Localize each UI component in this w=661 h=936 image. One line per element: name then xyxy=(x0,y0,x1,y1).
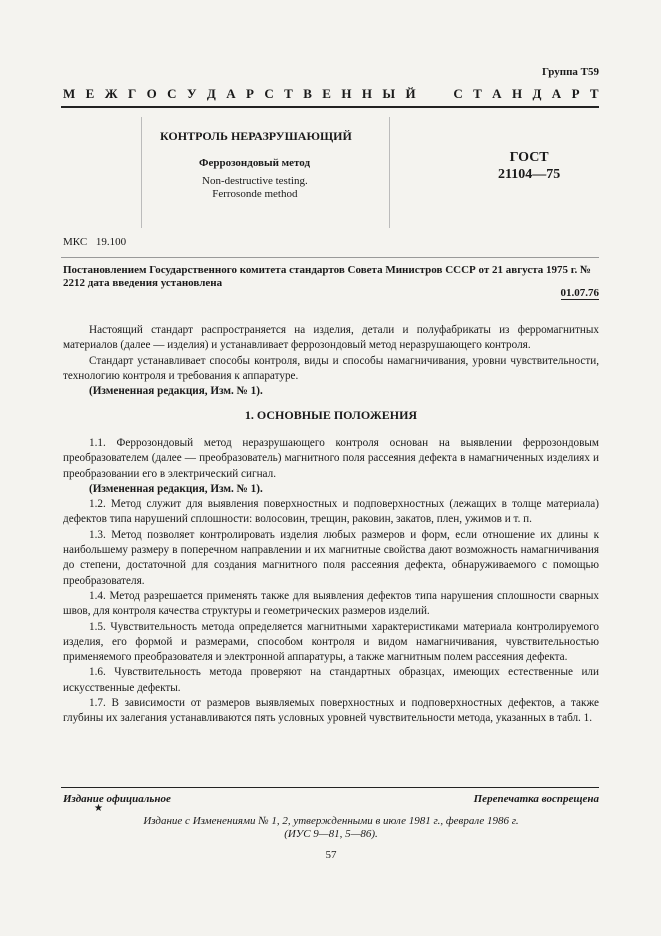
paragraph: 1.7. В зависимости от размеров выявляемых поверхностных и подповерхностных дефектов, а также глубины их залегания устанавливаются пять условных уровней чувствительности метода, указанных в табл. 1. xyxy=(63,697,599,725)
heading-letter: Н xyxy=(361,86,372,101)
title-frame-right xyxy=(389,117,390,228)
heading-letter: Р xyxy=(571,86,580,101)
paragraph: 1.1. Феррозондовый метод неразрушающего контроля основан на выявлении феррозондовым преобразователем (далее — преобразователь) магнитного поля рассеяния дефекта в намагниченных изделиях и преобразовании его в электрический сигнал. xyxy=(63,437,599,480)
section-heading: 1. ОСНОВНЫЕ ПОЛОЖЕНИЯ xyxy=(244,408,418,422)
heading-letter: А xyxy=(551,86,562,101)
resolution-divider xyxy=(61,257,599,258)
changes-note xyxy=(63,815,599,841)
heading-letter: С xyxy=(453,86,463,101)
heading-letter: Н xyxy=(341,86,352,101)
english-title-line1: Non-destructive testing. xyxy=(202,175,308,187)
heading-letter: Н xyxy=(511,86,523,101)
paragraph: (Измененная редакция, Изм. № 1). xyxy=(89,482,263,495)
heading-letter: Т xyxy=(284,86,293,101)
english-title-line2: Ferrosonde method xyxy=(212,188,298,200)
heading-letter: Е xyxy=(322,86,331,101)
heading-letter: А xyxy=(226,86,236,101)
heading-letter: О xyxy=(146,86,157,101)
reprint-notice: Перепечатка воспрещена xyxy=(473,793,599,805)
gost-number: 21104—75 xyxy=(498,167,561,182)
document-title: КОНТРОЛЬ НЕРАЗРУШАЮЩИЙ xyxy=(160,129,352,143)
paragraph: (Измененная редакция, Изм. № 1). xyxy=(89,385,263,398)
heading-letter: С xyxy=(264,86,274,101)
paragraph: Стандарт устанавливает способы контроля, виды и способы намагничивания, уровни чувствительности, технологию контроля и требования к аппаратуре. xyxy=(63,354,599,382)
paragraph: Настоящий стандарт распространяется на изделия, детали и полуфабрикаты из ферромагнитных материалов (далее — изделия) и устанавливает феррозондовый метод неразрушающего контроля. xyxy=(63,324,599,352)
standard-type-heading xyxy=(63,86,599,102)
document-subtitle: Феррозондовый метод xyxy=(199,157,311,169)
paragraph: 1.6. Чувствительность метода проверяют на стандартных образцах, имеющих естественные или искусственные дефекты. xyxy=(63,666,599,694)
changes-line2: (ИУС 9—81, 5—86). xyxy=(284,828,378,840)
heading-letter: А xyxy=(492,86,502,101)
title-frame-left xyxy=(141,117,142,228)
effective-date: 01.07.76 xyxy=(560,287,599,299)
paragraph: 1.5. Чувствительность метода определяется магнитными характеристиками материала контролируемого изделия, его формой и размерами, способом контроля и видом намагничивания, чувствительностью применяемого преобразователя и электронной аппаратуры, а также магнитным полем рассеяния дефекта. xyxy=(63,620,599,664)
heading-letter: Д xyxy=(206,86,216,101)
official-edition: Издание официальное xyxy=(63,793,171,805)
heading-letter: Ы xyxy=(382,86,396,101)
paragraph: 1.2. Метод служит для выявления поверхностных и подповерхностных (лежащих в толще материала) дефектов типа нарушений сплошности: волосовин, трещин, раковин, закатов, плен, ужимов и т. п. xyxy=(63,498,599,526)
heading-letter: Е xyxy=(85,86,95,101)
heading-letter: Р xyxy=(246,86,254,101)
gost-label: ГОСТ xyxy=(509,150,549,165)
changes-line1: Издание с Изменениями № 1, 2, утвержденными в июле 1981 г., феврале 1986 г. xyxy=(143,815,519,827)
page-number: 57 xyxy=(325,849,337,861)
heading-letter: Й xyxy=(405,86,416,101)
heading-letter xyxy=(426,86,429,102)
paragraph: 1.4. Метод разрешается применять также для выявления дефектов типа нарушения сплошности сварных швов, для контроля качества структуры и геометрических размеров изделий. xyxy=(63,589,599,618)
heading-letter: С xyxy=(167,86,177,101)
english-title xyxy=(202,175,308,201)
footer-divider xyxy=(61,787,599,788)
heading-letter: Т xyxy=(473,86,482,101)
group-code: Группа Т59 xyxy=(541,66,599,78)
main-section xyxy=(63,436,599,727)
heading-letter: В xyxy=(303,86,312,101)
heading-letter xyxy=(440,86,443,102)
heading-letter: Д xyxy=(532,86,542,101)
heading-letter: Т xyxy=(589,86,599,101)
mks-code: МКС 19.100 xyxy=(63,236,127,248)
resolution-text: Постановлением Государственного комитета стандартов Совета Министров СССР от 21 августа 1975 г. № 2212 дата введения установлена xyxy=(63,264,592,289)
heading-letter: М xyxy=(63,86,76,101)
heading-letter: Ж xyxy=(104,86,118,101)
heading-letter: Г xyxy=(127,86,137,101)
paragraph: 1.3. Метод позволяет контролировать изделия любых размеров и форм, если отношение их длины к наибольшему размеру в поперечном направлении и их магнитные свойства дают возможность намагничивания до степени, достаточной для создания магнитного поля рассеяния дефекта, обнаруживаемого с помощью преобразователя. xyxy=(63,528,599,587)
star-icon: ★ xyxy=(94,803,103,814)
gost-designation xyxy=(498,149,560,183)
header-divider xyxy=(61,106,599,108)
heading-letter: У xyxy=(186,86,197,101)
intro-section xyxy=(63,323,599,399)
